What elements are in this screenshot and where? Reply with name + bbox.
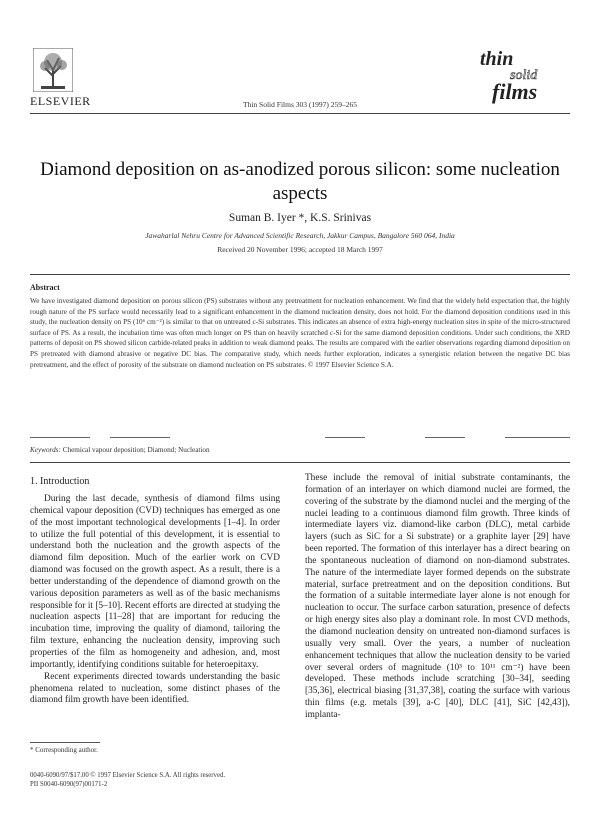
abstract-top-rule [30,274,570,275]
abstract-heading: Abstract [30,283,60,292]
left-paragraph-1: During the last decade, synthesis of diamond films using chemical vapour deposition (CVD) techniques has emerged as one of the most important technological developments [1–4]. In order to utilize the full potential of this development, it is essential to understand both the nucleation and the growth aspects of the diamond film deposition. Much of the earlier work on CVD diamond was focused on the growth aspect. As a result, there is a better understanding of the dependence of diamond growth on the various deposition parameters as well as of the basic mechanisms responsible for it [5–10]. Recent efforts are directed at studying the nucleation aspects [11–28] that are important for reducing the incubation time, improving the quality of diamond, tailoring the film texture, enhancing the nucleation density, improving such properties of the film as homogeneity and adhesion, and, most importantly, identifying conditions suitable for heteroepitaxy. [30,494,280,670]
logo-word-films: films [492,79,538,104]
section-heading: 1. Introduction [30,476,90,487]
author-affiliation: Jawaharlal Nehru Centre for Advanced Scientific Research, Jakkur Campus, Bangalore 560 064, India [145,231,455,240]
divider-rule [30,437,90,438]
thin-solid-films-logo [470,45,558,105]
divider-rule [425,437,465,438]
article-title: Diamond deposition on as-anodized porous silicon: some nucleation aspects [40,159,560,204]
divider-rule [325,437,365,438]
divider-rule [505,437,570,438]
footnote-rule [30,742,100,743]
left-column-text [30,494,280,707]
publisher-name: ELSEVIER [30,94,91,108]
body-top-rule [30,462,570,463]
logo-word-solid: solid [510,68,538,83]
keywords-values: Chemical vapour deposition; Diamond; Nucleation [62,446,210,454]
received-dates: Received 20 November 1996; accepted 18 March 1997 [217,245,383,254]
issn-block [30,771,225,789]
header-rule [30,113,570,114]
pii-line: PII S0040-6090(97)00171-2 [30,781,108,788]
issn-line: 0040-6090/97/$17.00 © 1997 Elsevier Science S.A. All rights reserved. [30,772,226,779]
keywords-line [30,446,210,454]
journal-reference: Thin Solid Films 303 (1997) 259–265 [243,100,357,109]
logo-word-thin: thin [480,48,514,70]
keywords-label: Keywords: [30,446,61,454]
divider-rule [110,437,170,438]
elsevier-tree-logo [33,48,73,92]
left-paragraph-2: Recent experiments directed towards understanding the basic phenomena related to nucleation, some distinct phases of the diamond film growth have been identified. [30,671,280,706]
abstract-text: We have investigated diamond deposition on porous silicon (PS) substrates without any pretreatment for nucleation enhancement. We find that the widely held expectation that, the highly rough nature of the PS surface would necessarily lead to a significant enhancement in the diamond nucleation density, does not hold. For the diamond deposition conditions used in this study, the nucleation density on PS (10⁶ cm⁻²) is similar to that on untreated c-Si substrates. This indicates an absence of extra high-energy nucleation sites in spite of the micro-structured surface of PS. As a result, the incubation time was often much longer on PS than on heavily scratched c-Si for the same diamond deposition conditions. Under such conditions, the XRD patterns of deposit on PS showed silicon carbide-related peaks in addition to weak diamond peaks. The results are compared with the earlier observations regarding diamond deposition on PS pretreated with diamond abrasive or negative DC bias. The comparative study, which needs further exploration, indicates a synergistic relation between the negative DC bias pretreatment, and the effect of porosity of the substrate on diamond nucleation on PS substrates. © 1997 Elsevier Science S.A. [30,297,570,369]
article-authors: Suman B. Iyer *, K.S. Srinivas [228,212,372,224]
corresponding-author-footnote: * Corresponding author. [30,746,98,754]
right-column-text: These include the removal of initial substrate contaminants, the formation of an interlayer on which diamond nuclei are formed, the covering of the substrate by the diamond nuclei and the merging of the nuclei leading to a continuous diamond film growth. Three kinds of intermediate layers viz. diamond-like carbon (DLC), metal carbide layers (such as SiC for a Si substrate) or a graphite layer [29] have been reported. The formation of this interlayer has a direct bearing on the spontaneous nucleation of diamond on non-diamond substrates. The nature of the intermediate layer formed depends on the substrate material, surface pretreatment and on the deposition conditions. But the formation of a suitable intermediate layer alone is not enough for nucleation to occur. The surface carbon saturation, presence of defects or high energy sites also play a dominant role. In most CVD methods, the diamond nucleation density on untreated non-diamond surfaces is usually very small. Over the years, a number of nucleation enhancement techniques that allow the nucleation density to be varied over several orders of magnitude (10³ to 10¹¹ cm⁻²) have been developed. These methods include scratching [30–34], seeding [35,36], electrical biasing [31,37,38], coating the surface with various thin films (e.g. metals [39], a-C [40], DLC [41], SiC [42,43]), implanta- [305,473,570,720]
